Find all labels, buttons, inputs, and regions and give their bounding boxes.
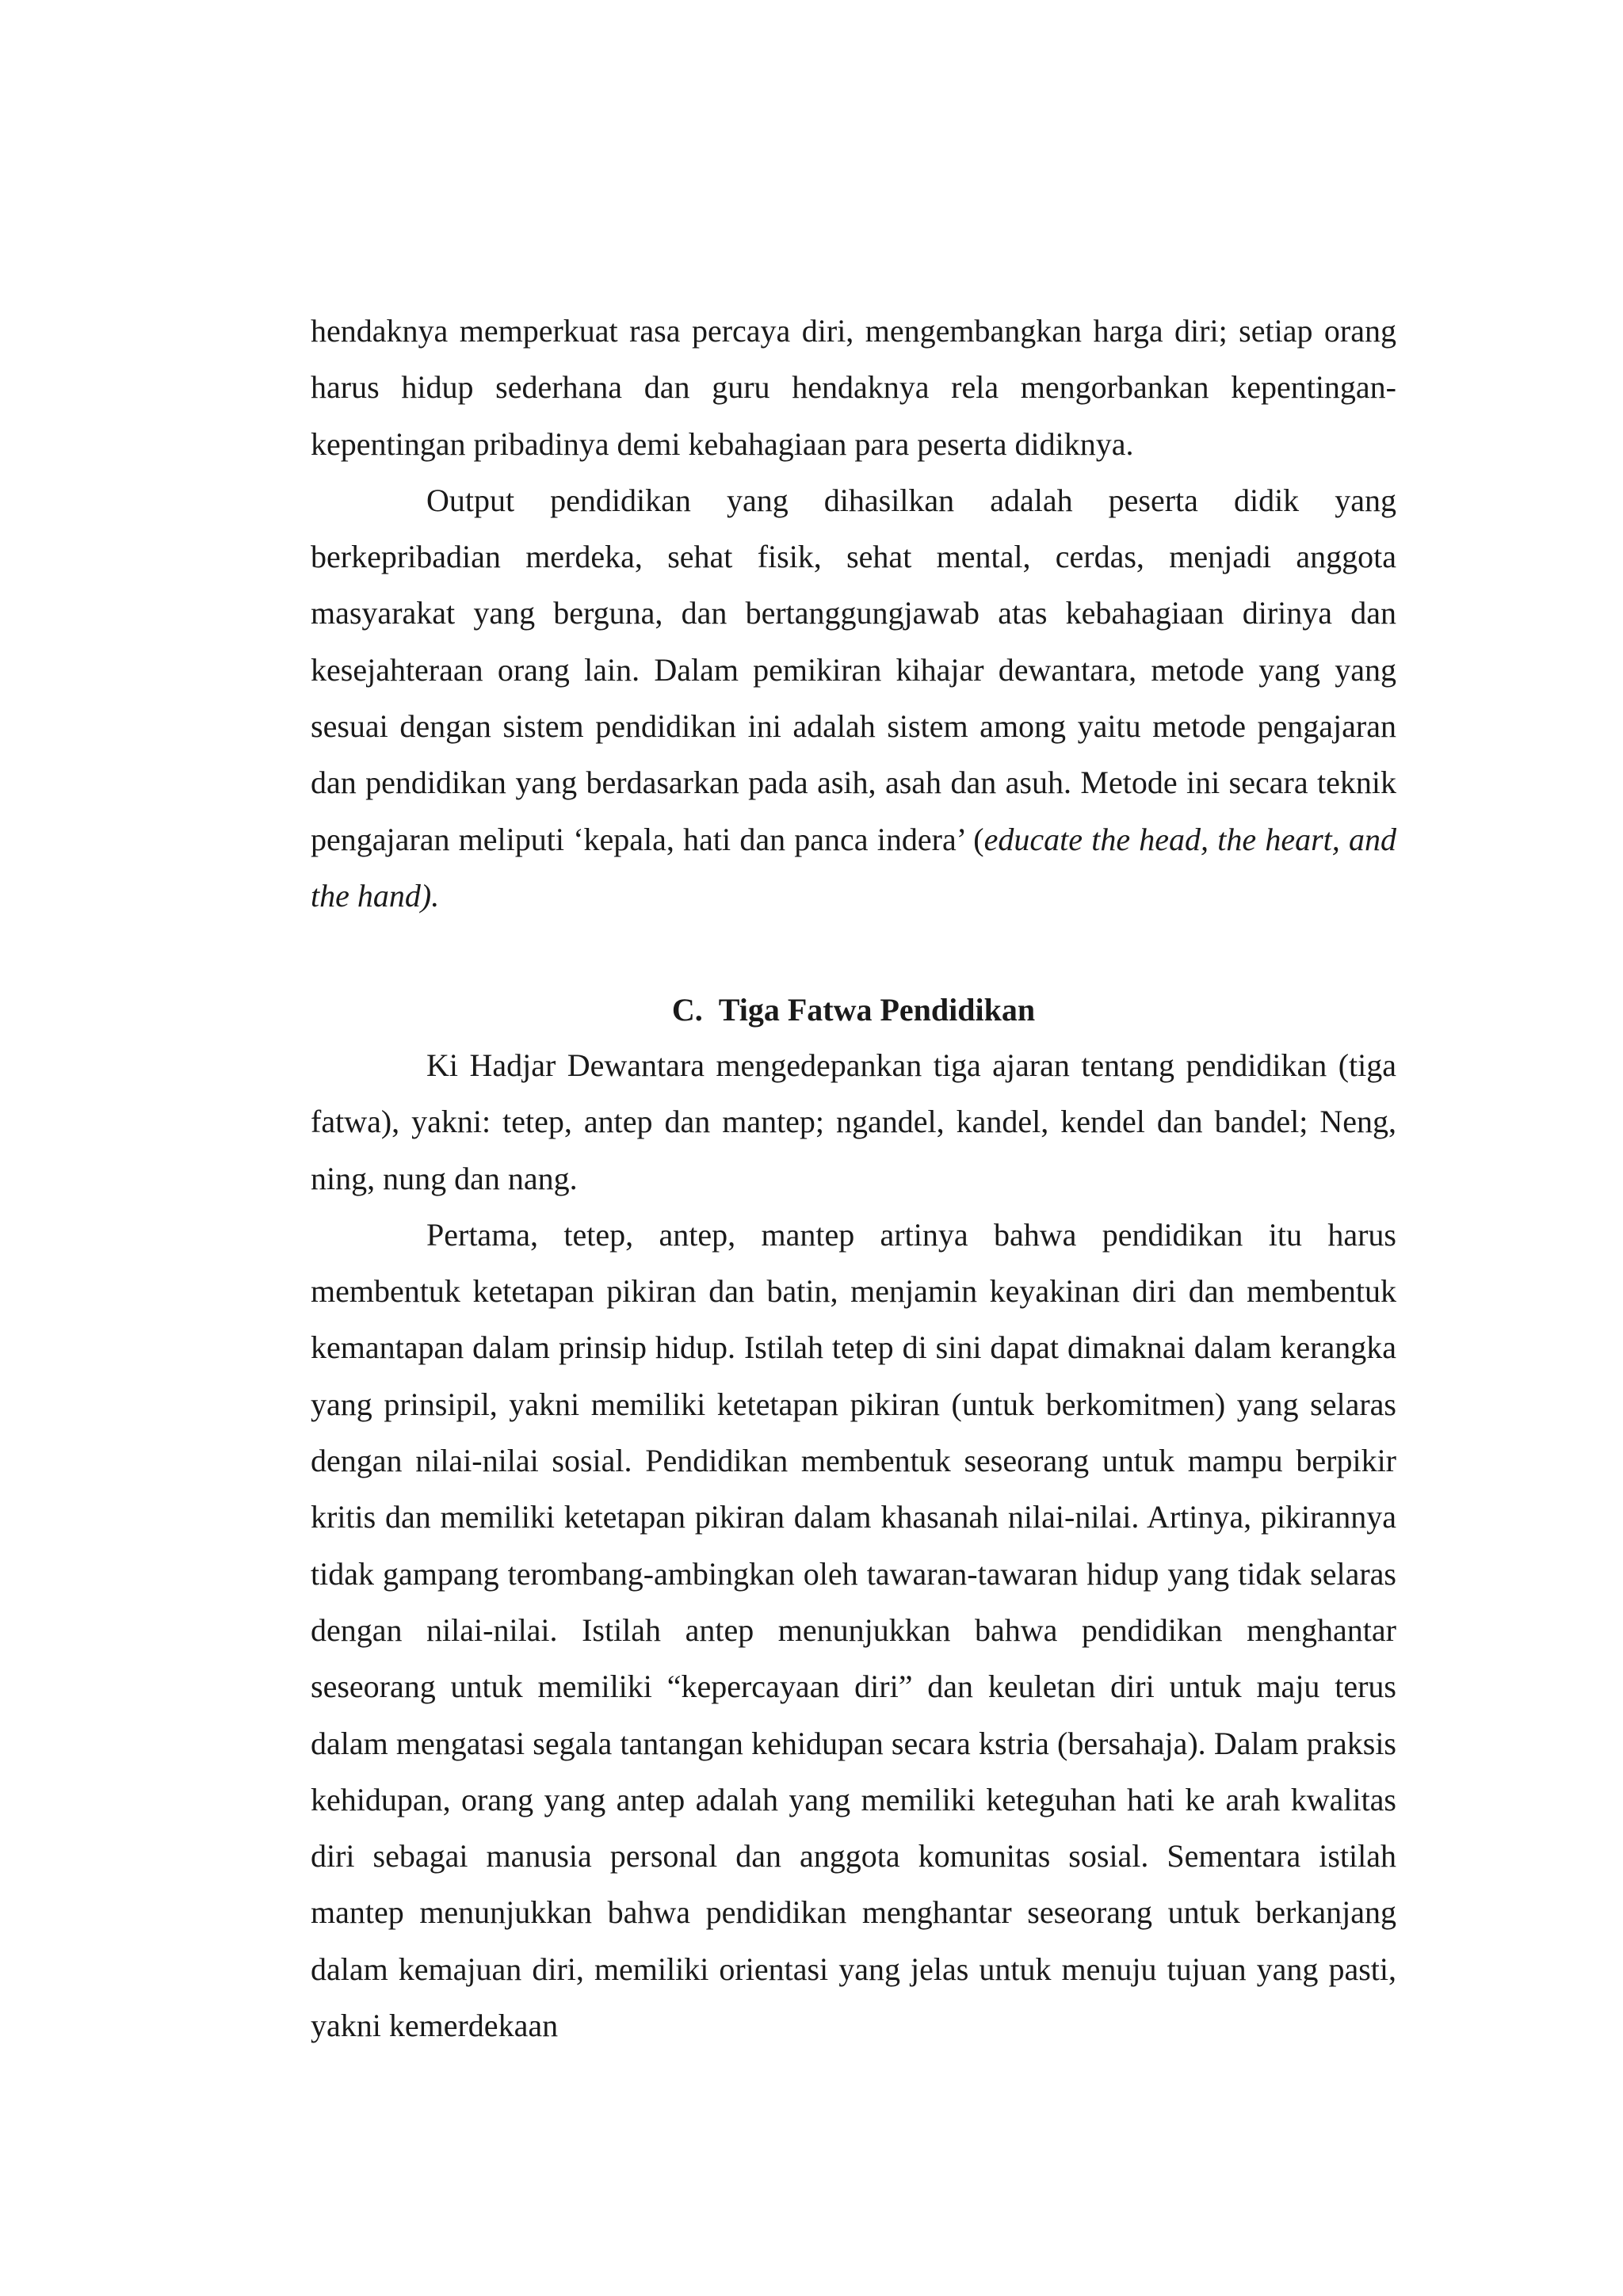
section-title: Tiga Fatwa Pendidikan xyxy=(718,992,1036,1028)
section-letter: C. xyxy=(671,992,703,1028)
section-heading xyxy=(311,982,1396,1038)
body-text-bottom xyxy=(311,1037,1396,2054)
paragraph-output-italic: educate the head, the heart, and the hand). xyxy=(311,821,1396,913)
paragraph-pertama: Pertama, tetep, antep, mantep artinya bahwa pendidikan itu harus membentuk ketetapan pikiran dan batin, menjamin keyakinan diri dan membentuk kemantapan dalam prinsip hidup. Istilah tetep di sini dapat dimaknai dalam kerangka yang prinsipil, yakni memiliki ketetapan pikiran (untuk berkomitmen) yang selaras dengan nilai-nilai sosial. Pendidikan membentuk seseorang untuk mampu berpikir kritis dan memiliki ketetapan pikiran dalam khasanah nilai-nilai. Artinya, pikirannya tidak gampang terombang-ambingkan oleh tawaran-tawaran hidup yang tidak selaras dengan nilai-nilai. Istilah antep menunjukkan bahwa pendidikan menghantar seseorang untuk memiliki “kepercayaan diri” dan keuletan diri untuk maju terus dalam mengatasi segala tantangan kehidupan secara kstria (bersahaja). Dalam praksis kehidupan, orang yang antep adalah yang memiliki keteguhan hati ke arah kwalitas diri sebagai manusia personal dan anggota komunitas sosial. Sementara istilah mantep menunjukkan bahwa pendidikan menghantar seseorang untuk berkanjang dalam kemajuan diri, memiliki orientasi yang jelas untuk menuju tujuan yang pasti, yakni kemerdekaan xyxy=(311,1216,1396,2044)
paragraph-continued: hendaknya memperkuat rasa percaya diri, mengembangkan harga diri; setiap orang harus hidup sederhana dan guru hendaknya rela mengorbankan kepentingan-kepentingan pribadinya demi kebahagiaan para peserta didiknya. xyxy=(311,313,1396,462)
paragraph-output-text: Output pendidikan yang dihasilkan adalah peserta didik yang berkepribadian merdeka, sehat fisik, sehat mental, cerdas, menjadi anggota masyarakat yang berguna, dan bertanggungjawab atas kebahagiaan dirinya dan kesejahteraan orang lain. Dalam pemikiran kihajar dewantara, metode yang yang sesuai dengan sistem pendidikan ini adalah sistem among yaitu metode pengajaran dan pendidikan yang berdasarkan pada asih, asah dan asuh. Metode ini secara teknik pengajaran meliputi ‘kepala, hati dan panca indera’ ( xyxy=(311,482,1396,857)
body-text-top xyxy=(311,303,1396,924)
paragraph-output xyxy=(311,472,1396,924)
paragraph-tiga-fatwa: Ki Hadjar Dewantara mengedepankan tiga ajaran tentang pendidikan (tiga fatwa), yakni: tetep, antep dan mantep; ngandel, kandel, kendel dan bandel; Neng, ning, nung dan nang. xyxy=(311,1047,1396,1196)
